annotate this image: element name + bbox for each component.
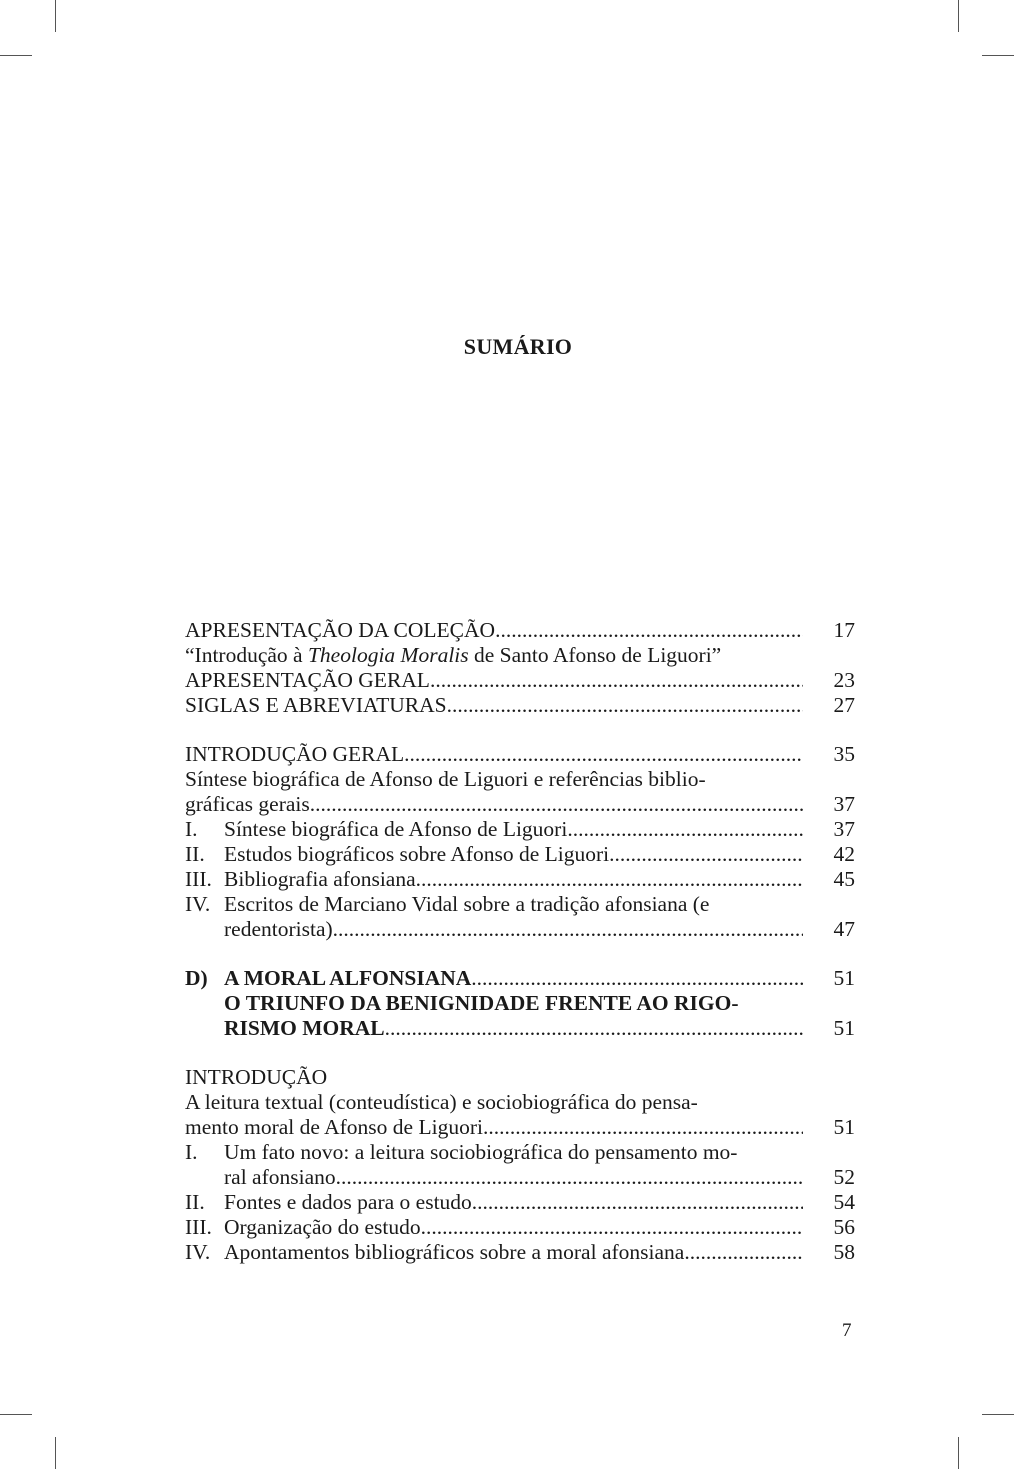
toc-entry-line (185, 1140, 855, 1165)
toc-entry (185, 693, 855, 718)
toc-entry-title: APRESENTAÇÃO DA COLEÇÃO (185, 618, 496, 642)
toc-entry (185, 792, 855, 817)
toc-entry (185, 842, 855, 867)
toc-entry-number: III. (185, 1215, 212, 1239)
toc-entry-page: 51 (833, 966, 855, 990)
toc-entry-title: A MORAL ALFONSIANA (224, 966, 472, 990)
toc-entry-number: IV. (185, 892, 211, 916)
toc-entry (185, 817, 855, 842)
toc-entry-page: 56 (833, 1215, 855, 1239)
toc-entry-page: 42 (833, 842, 855, 866)
toc-entry-title: gráficas gerais (185, 792, 310, 816)
toc-entry-title: INTRODUÇÃO GERAL (185, 742, 405, 766)
toc-entry-title: Apontamentos bibliográficos sobre a moral afonsiana. (224, 1240, 690, 1264)
toc-entry (185, 742, 855, 767)
toc-entry (185, 1190, 855, 1215)
crop-mark (958, 1437, 959, 1469)
toc-entry-page: 58 (833, 1240, 855, 1264)
toc-entry-title: Síntese biográfica de Afonso de Liguori. (224, 817, 573, 841)
crop-mark (55, 0, 56, 32)
toc-entry-title: Organização do estudo. (224, 1215, 426, 1239)
toc-entry-title: O TRIUNFO DA BENIGNIDADE FRENTE AO RIGO- (224, 991, 739, 1015)
toc-entry-page: 35 (833, 742, 855, 766)
toc-entry-page: 17 (833, 618, 855, 642)
toc-entry (185, 1165, 855, 1190)
toc-entry-title: Fontes e dados para o estudo. (224, 1190, 478, 1214)
page-title: SUMÁRIO (463, 334, 573, 359)
toc-entry-title: Escritos de Marciano Vidal sobre a tradição afonsiana (e (224, 892, 710, 916)
toc-entry (185, 1115, 855, 1140)
toc-entry (185, 867, 855, 892)
toc-entry (185, 966, 855, 991)
toc-entry-page: 23 (833, 668, 855, 692)
toc-entry-title: A leitura textual (conteudística) e sociobiográfica do pensa- (185, 1090, 698, 1114)
toc-entry-number: II. (185, 842, 205, 866)
toc-entry (185, 1215, 855, 1240)
toc-entry-subtitle-text: de Santo Afonso de Liguori” (468, 643, 722, 667)
crop-mark (55, 1437, 56, 1469)
toc-entry (185, 618, 855, 643)
crop-mark (0, 55, 32, 56)
toc-entry-title: ral afonsiano (224, 1165, 336, 1189)
toc-entry-page: 27 (833, 693, 855, 717)
toc-entry-page: 37 (833, 817, 855, 841)
toc-entry-page: 51 (833, 1016, 855, 1040)
toc-entry-page: 51 (833, 1115, 855, 1139)
toc-entry-number: I. (185, 817, 198, 841)
crop-mark (958, 0, 959, 32)
toc-entry-title: redentorista) (224, 917, 333, 941)
toc-entry-title: SIGLAS E ABREVIATURAS. (185, 693, 452, 717)
toc-entry-number: D) (185, 966, 208, 990)
toc-entry (185, 1016, 855, 1041)
toc-entry-line (185, 991, 855, 1016)
crop-mark (0, 1414, 32, 1415)
toc-entry-number: I. (185, 1140, 198, 1164)
toc-entry-number: IV. (185, 1240, 211, 1264)
toc-entry-page: 52 (833, 1165, 855, 1189)
toc-entry-number: III. (185, 867, 212, 891)
toc-entry-page: 45 (833, 867, 855, 891)
toc-entry-subtitle-text: “Introdução à (185, 643, 308, 667)
crop-mark (982, 55, 1014, 56)
toc-entry-line (185, 1065, 855, 1090)
toc-entry-line (185, 892, 855, 917)
toc-entry (185, 1240, 855, 1265)
toc-entry (185, 668, 855, 693)
toc-entry-page: 47 (833, 917, 855, 941)
toc-entry-number: II. (185, 1190, 205, 1214)
toc-entry-title: mento moral de Afonso de Liguori. (185, 1115, 489, 1139)
toc-entry-title: INTRODUÇÃO (185, 1065, 328, 1089)
toc-entry-line (185, 1090, 855, 1115)
toc-entry-title: Um fato novo: a leitura sociobiográfica do pensamento mo- (224, 1140, 738, 1164)
table-of-contents (185, 618, 855, 1265)
toc-entry-line (185, 767, 855, 792)
crop-mark (982, 1414, 1014, 1415)
toc-entry (185, 917, 855, 942)
page-number: 7 (842, 1320, 852, 1341)
toc-entry-subtitle (185, 643, 855, 668)
toc-entry-title: Síntese biográfica de Afonso de Liguori e referências biblio- (185, 767, 706, 791)
toc-entry-title: Bibliografia afonsiana. (224, 867, 422, 891)
toc-entry-title: Estudos biográficos sobre Afonso de Liguori. (224, 842, 615, 866)
toc-entry-title: APRESENTAÇÃO GERAL (185, 668, 430, 692)
toc-entry-title: RISMO MORAL (224, 1016, 385, 1040)
toc-entry-page: 54 (833, 1190, 855, 1214)
toc-entry-page: 37 (833, 792, 855, 816)
toc-entry-subtitle-italic: Theologia Moralis (307, 643, 469, 667)
